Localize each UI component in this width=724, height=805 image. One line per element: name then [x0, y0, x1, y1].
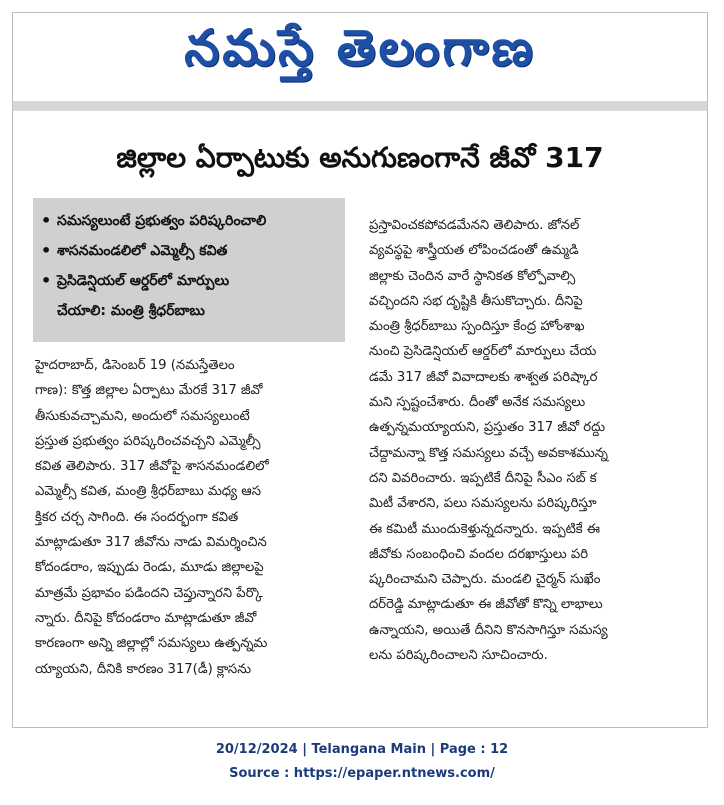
article-text-line: మాత్రమే ప్రభావం పడిందని చెప్తున్నారని పేర్కొ — [35, 585, 263, 601]
article-text-line: జీవోకు సంబంధించి వందల దరఖాస్తులు పరి — [369, 546, 589, 562]
newspaper-clipping — [12, 12, 708, 728]
subheadline-box — [33, 198, 345, 342]
article-text-line: వచ్చిందని సభ దృష్టికి తీసుకొచ్చారు. దీనిపై — [369, 293, 583, 309]
footer-source: Source : https://epaper.ntnews.com/ — [229, 766, 495, 781]
article-text-line: మని స్పష్టంచేశారు. దీంతో అనేక సమస్యలు — [369, 395, 586, 411]
bullet-text: ప్రెసిడెన్షియల్ ఆర్డర్‌లో మార్పులు — [57, 273, 230, 289]
article-text-line: ప్రస్తుత ప్రభుత్వం పరిష్కరించవచ్చని ఎమ్మెల్సీ — [35, 433, 261, 449]
masthead-divider — [13, 101, 707, 111]
footer-date-edition: 20/12/2024 | Telangana Main | Page : 12 — [215, 742, 509, 757]
article-text-line: కారణంగా అన్ని జిల్లాల్లో సమస్యలు ఉత్పన్నమ — [35, 636, 268, 652]
article-text-line: ష్కరించామని చెప్పారు. మండలి చైర్మన్ సుఖేం — [369, 572, 601, 588]
article-text-line: జిల్లాకు చెందిన వారే స్థానికత కోల్పోవాల్సి — [369, 268, 576, 284]
bullet-continuation: చేయాలి: మంత్రి శ్రీధర్‌బాబు — [57, 303, 205, 319]
article-text-line: గాణ): కొత్త జిల్లాల ఏర్పాటు మేరకే 317 జీవో — [35, 383, 263, 399]
article-text-line: న్నారు. దీనిపై కోదండరాం మాట్లాడుతూ జీవో — [35, 610, 257, 626]
article-text-line: లను పరిష్కరించాలని సూచించారు. — [369, 648, 548, 664]
bullet-item — [41, 236, 337, 266]
article-headline: జిల్లాల ఏర్పాటుకు అనుగుణంగానే జీవో 317 — [116, 141, 604, 174]
bullet-icon: • — [41, 211, 52, 230]
article-text-line: మాట్లాడుతూ 317 జీవోను నాడు విమర్శించిన — [35, 535, 267, 551]
bullet-item — [41, 206, 337, 236]
article-text-line: క్తికర చర్చ సాగింది. ఈ సందర్భంగా కవిత — [35, 509, 239, 525]
article-text-line: ఎమ్మెల్సీ కవిత, మంత్రి శ్రీధర్‌బాబు మధ్య ఆస — [35, 484, 262, 500]
article-text-line: కవిత తెలిపారు. 317 జీవోపై శాసనమండలిలో — [35, 459, 269, 475]
bullet-icon: • — [41, 241, 52, 260]
article-text-line: కోదండరాం, ఇప్పుడు రెండు, మూడు జిల్లాలపై — [35, 560, 264, 576]
bullet-text: శాసనమండలిలో ఎమ్మెల్సీ కవిత — [57, 243, 228, 259]
article-right-column — [369, 213, 699, 668]
article-left-column — [35, 353, 353, 682]
article-text-line: దని వివరించారు. ఇప్పటికే దీనిపై సీఎం సబ్ క — [369, 470, 597, 486]
masthead-logo-text: నమస్తే తెలంగాణ — [184, 18, 536, 77]
article-text-line: మంత్రి శ్రీధర్‌బాబు స్పందిస్తూ కేంద్ర హోంశాఖ — [369, 319, 585, 335]
article-text-line: ఉత్పన్నమయ్యాయని, ప్రస్తుతం 317 జీవో రద్దు — [369, 420, 606, 436]
article-text-line: నుంచి ప్రెసిడెన్షియల్ ఆర్డర్‌లో మార్పులు చేయ — [369, 344, 597, 360]
article-text-line: ప్రస్తావించకపోవడమేనని తెలిపారు. జోనల్ — [369, 218, 580, 233]
article-text-line: ఉన్నాయని, అయితే దీనిని కొనసాగిస్తూ సమస్య — [369, 622, 608, 638]
bullet-icon: • — [41, 271, 52, 290]
article-text-line: చేద్దామన్నా కొత్త సమస్యలు వచ్చే అవకాశమున్న — [369, 445, 608, 461]
article-text-line: వ్యవస్థపై శాస్త్రీయత లోపించడంతో ఉమ్మడి — [369, 243, 579, 259]
bullet-item — [41, 266, 337, 296]
article-text-line: మిటీ వేశారని, పలు సమస్యలను పరిష్కరిస్తూ — [369, 496, 597, 512]
article-text-line: య్యాయని, దీనికి కారణం 317(డీ) క్లాసను — [35, 661, 252, 677]
article-text-line: తీసుకువచ్చామని, అందులో సమస్యలుంటే — [35, 408, 250, 424]
article-text-line: డమే 317 జీవో వివాదాలకు శాశ్వత పరిష్కార — [369, 369, 598, 385]
article-text-line: హైదరాబాద్, డిసెంబర్ 19 (నమస్తేతెలం — [35, 358, 235, 373]
masthead — [13, 13, 707, 95]
article-text-line: ఈ కమిటీ ముందుకెళ్తున్నదన్నారు. ఇప్పటికే ఈ — [369, 521, 600, 537]
bullet-text: సమస్యలుంటే ప్రభుత్వం పరిష్కరించాలి — [57, 213, 267, 229]
article-text-line: దర్‌రెడ్డి మాట్లాడుతూ ఈ జీవోతో కొన్ని లాభాలు — [369, 597, 603, 613]
